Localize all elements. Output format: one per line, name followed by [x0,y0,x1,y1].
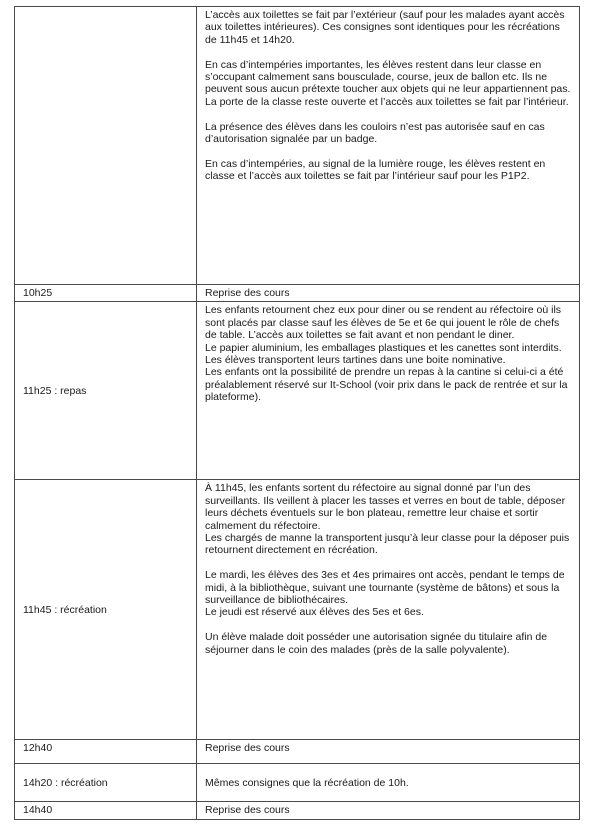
paragraph: Le jeudi est réservé aux élèves des 5es et 6es. [205,606,424,619]
table-row [15,285,580,302]
time-cell: 14h40 [15,802,197,820]
content-cell [197,302,580,480]
content-cell: Reprise des cours [197,802,580,820]
time-cell: 14h20 : récréation [15,764,197,802]
paragraph: Les enfants ont la possibilité de prendre un repas à la cantine si celui-ci a été préalablement réservé sur It-School (voir prix dans le pack de rentrée et sur la plateforme). [205,366,568,404]
time-cell: 10h25 [15,285,197,302]
paragraph: Les chargés de manne la transportent jusqu’à leur classe pour la déposer puis retournent directement en récréation. [205,532,570,557]
table-row [15,764,580,802]
table-row [15,302,580,480]
time-cell: 11h25 : repas [15,302,197,480]
paragraph: Le papier aluminium, les emballages plastiques et les canettes sont interdits. Les élèves transportent leurs tartines dans une boite nominative. [205,341,562,367]
content-cell [197,480,580,740]
paragraph: Le mardi, les élèves des 3es et 4es primaires ont accès, pendant le temps de midi, à la bibliothèque, suivant une tournante (système de bâtons) et sous la surveillance de bibliothécaires. [205,569,565,607]
time-cell [15,7,197,285]
paragraph: La présence des élèves dans les couloirs n’est pas autorisée sauf en cas d’autorisation signalée par un badge. [205,120,545,146]
time-cell: 12h40 [15,740,197,764]
content-cell: Mêmes consignes que la récréation de 10h. [197,764,580,802]
content-cell: Reprise des cours [197,285,580,302]
table-row [15,802,580,820]
content-cell: Reprise des cours [197,740,580,764]
table-row [15,7,580,285]
paragraph: En cas d’intempéries, au signal de la lumière rouge, les élèves restent en classe et l’accès aux toilettes se fait par l’intérieur sauf pour les P1P2. [205,157,546,183]
table-row [15,480,580,740]
paragraph: À 11h45, les enfants sortent du réfectoire au signal donné par l’un des surveillants. Ils veillent à placer les tasses et verres en bout de table, déposer leurs déchets éventuels sur le bon plateau, remettre leur chaise et sortir calmement du réfectoire. [205,482,566,532]
schedule-table [14,6,580,820]
paragraph: En cas d’intempéries importantes, les élèves restent dans leur classe en s’occupant calmement sans bousculade, course, jeux de ballon etc. Ils ne peuvent sous aucun prétexte toucher aux objets qui ne leur appartiennent pas. La porte de la classe reste ouverte et l’accès aux toilettes se fait par l’intérieur. [205,58,571,108]
time-cell: 11h45 : récréation [15,480,197,740]
table-row [15,740,580,764]
paragraph: Un élève malade doit posséder une autorisation signée du titulaire afin de séjourner dans le coin des malades (près de la salle polyvalente). [205,631,548,656]
paragraph: Les enfants retournent chez eux pour diner ou se rendent au réfectoire où ils sont placés par classe sauf les élèves de 5e et 6e qui jouent le rôle de chefs de table. L’accès aux toilettes se fait avant et non pendant le diner. [205,304,562,342]
content-cell [197,7,580,285]
paragraph: L’accès aux toilettes se fait par l’extérieur (sauf pour les malades ayant accès aux toilettes intérieures). Ces consignes sont identiques pour les récréations de 11h45 et 14h20. [205,9,565,46]
